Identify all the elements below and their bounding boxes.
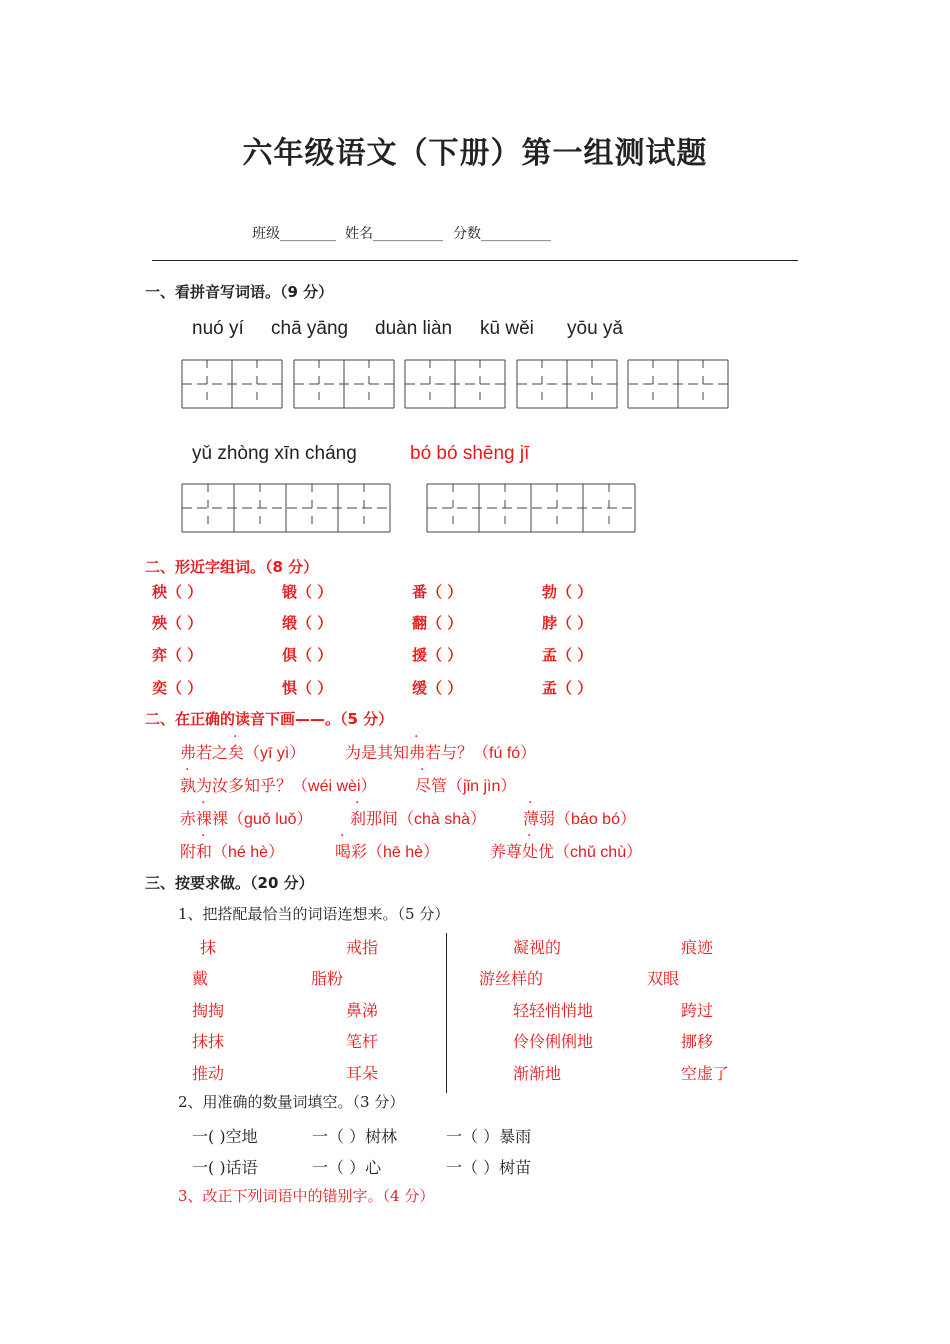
score-field-label: 分数__________ (453, 226, 551, 242)
writing-box-group[interactable] (426, 483, 636, 533)
writing-box-group[interactable] (181, 359, 283, 409)
page-title: 六年级语文（下册）第一组测试题 (242, 136, 708, 171)
dotted-character: 孰 (180, 776, 197, 795)
pinyin-1: nuó yí (192, 318, 244, 339)
matching-word: 空虚了 (681, 1064, 730, 1083)
matching-divider (446, 933, 447, 1093)
dotted-character: 和 (196, 842, 213, 861)
matching-word: 推动 (192, 1064, 225, 1083)
pinyin-7: bó bó shēng jī (410, 443, 530, 464)
section3-heading: 二、在正确的读音下画——。（5 分） (145, 710, 394, 728)
measure-word-blank: 一（ ）树苗 (446, 1158, 532, 1177)
matching-word: 抹 (200, 938, 217, 957)
pronunciation-item: 刹那间（chà shà） (350, 809, 487, 828)
similar-character-item: 锻（ ） (282, 583, 333, 601)
similar-character-item: 翻（ ） (412, 614, 463, 632)
pronunciation-item: 喝彩（hē hè） (335, 842, 440, 861)
measure-word-blank: 一（ ）暴雨 (446, 1127, 532, 1146)
dotted-character: 喝 (335, 842, 352, 861)
pronunciation-item: 赤裸裸（guǒ luǒ） (180, 809, 313, 828)
matching-word: 轻轻悄悄地 (513, 1001, 594, 1020)
pronunciation-item: 为是其知弗若与？（fú fó） (345, 743, 537, 762)
pinyin-5: yōu yǎ (567, 318, 623, 339)
dotted-character: 刹 (350, 809, 367, 828)
matching-word: 鼻涕 (346, 1001, 379, 1020)
measure-word-blank: 一( )话语 (192, 1158, 258, 1177)
dotted-character: 矣 (228, 743, 245, 762)
dotted-character: 尽 (415, 776, 432, 795)
matching-word: 掏掏 (192, 1001, 225, 1020)
pinyin-4: kū wěi (480, 318, 534, 339)
pronunciation-item: 附和（hé hè） (180, 842, 285, 861)
section1-heading: 一、看拼音写词语。（9 分） (145, 283, 334, 301)
question-2: 2、用准确的数量词填空。（3 分） (178, 1093, 405, 1111)
similar-character-item: 孟（ ） (542, 679, 593, 697)
matching-word: 挪移 (681, 1032, 714, 1051)
pronunciation-item: 尽管（jǐn jìn） (415, 776, 517, 795)
class-field-label: 班级________ (252, 226, 336, 242)
pinyin-2: chā yāng (271, 318, 349, 339)
section2-heading: 二、形近字组词。（8 分） (145, 558, 319, 576)
similar-character-item: 番（ ） (412, 583, 463, 601)
matching-word: 凝视的 (513, 938, 562, 957)
pronunciation-item: 弗若之矣（yī yì） (180, 743, 306, 762)
question-3: 3、改正下列词语中的错别字。（4 分） (178, 1187, 435, 1205)
pronunciation-item: 养尊处优（chǔ chù） (490, 842, 643, 861)
matching-word: 伶伶俐俐地 (513, 1032, 594, 1051)
dotted-character: 薄 (523, 809, 540, 828)
similar-character-item: 俱（ ） (282, 646, 333, 664)
header-divider (152, 260, 798, 261)
pronunciation-item: 薄弱（báo bó） (523, 809, 636, 828)
matching-word: 耳朵 (346, 1064, 379, 1083)
similar-character-item: 缓（ ） (412, 679, 463, 697)
similar-character-item: 脖（ ） (542, 614, 593, 632)
similar-character-item: 缎（ ） (282, 614, 333, 632)
section4-heading: 三、按要求做。（20 分） (145, 874, 314, 892)
name-field-label: 姓名__________ (345, 226, 443, 242)
question-1: 1、把搭配最恰当的词语连想来。（5 分） (178, 905, 450, 923)
dotted-character: 处 (522, 842, 539, 861)
similar-character-item: 勃（ ） (542, 583, 593, 601)
similar-character-item: 奕（ ） (152, 679, 203, 697)
similar-character-item: 秧（ ） (152, 583, 203, 601)
matching-word: 游丝样的 (479, 969, 544, 988)
measure-word-blank: 一（ ）心 (312, 1158, 382, 1177)
writing-box-group[interactable] (293, 359, 395, 409)
writing-box-group[interactable] (404, 359, 506, 409)
matching-word: 痕迹 (681, 938, 714, 957)
similar-character-item: 援（ ） (412, 646, 463, 664)
similar-character-item: 殃（ ） (152, 614, 203, 632)
dotted-character: 弗 (409, 743, 426, 762)
matching-word: 脂粉 (311, 969, 344, 988)
similar-character-item: 弈（ ） (152, 646, 203, 664)
writing-box-group[interactable] (181, 483, 391, 533)
matching-word: 抹抹 (192, 1032, 225, 1051)
pinyin-6: yǔ zhòng xīn cháng (192, 443, 357, 464)
similar-character-item: 孟（ ） (542, 646, 593, 664)
matching-word: 戒指 (346, 938, 379, 957)
matching-word: 笔杆 (346, 1032, 379, 1051)
matching-word: 戴 (192, 969, 209, 988)
pinyin-3: duàn liàn (375, 318, 453, 339)
similar-character-item: 惧（ ） (282, 679, 333, 697)
matching-word: 双眼 (647, 969, 680, 988)
matching-word: 渐渐地 (513, 1064, 562, 1083)
measure-word-blank: 一( )空地 (192, 1127, 258, 1146)
writing-box-group[interactable] (627, 359, 729, 409)
measure-word-blank: 一（ ）树林 (312, 1127, 398, 1146)
matching-word: 跨过 (681, 1001, 714, 1020)
pronunciation-item: 孰为汝多知乎？（wéi wèi） (180, 776, 377, 795)
dotted-character: 裸 (196, 809, 213, 828)
writing-box-group[interactable] (516, 359, 618, 409)
